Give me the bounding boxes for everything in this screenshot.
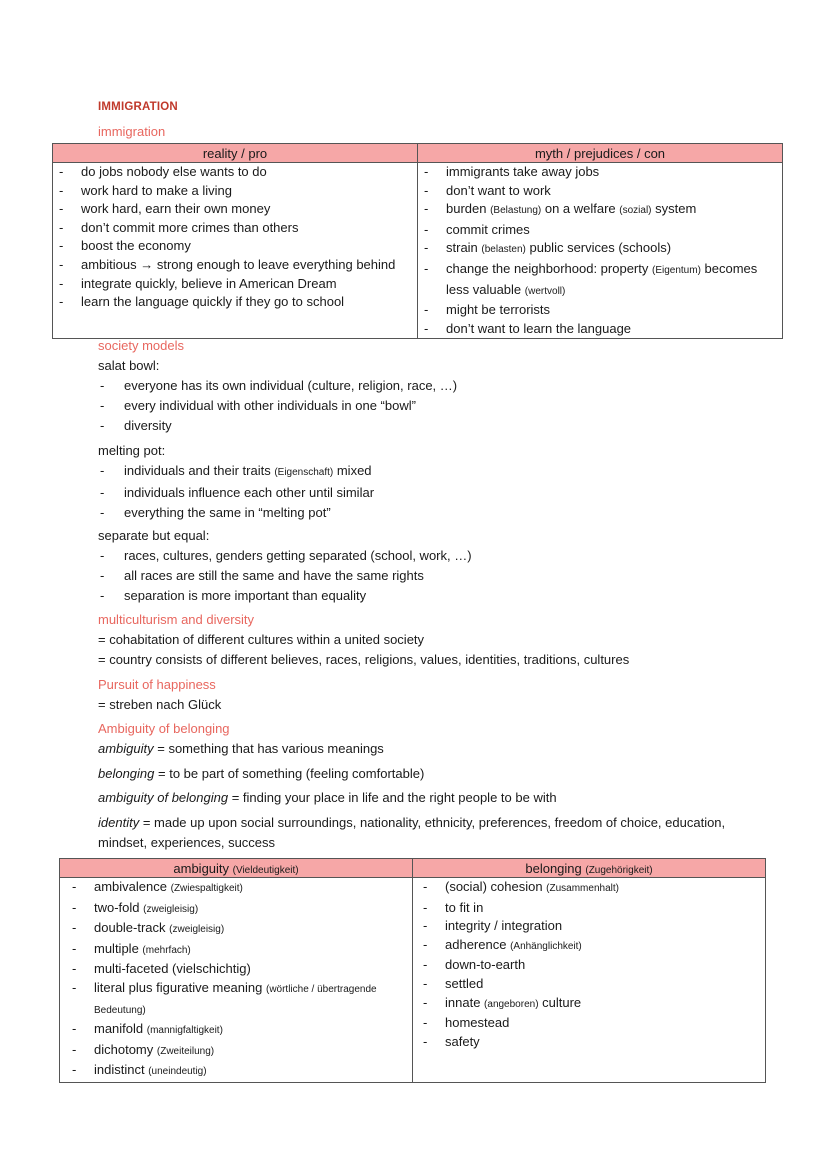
con-item — [418, 163, 782, 182]
belonging-item — [417, 975, 765, 994]
ambiguity-item — [66, 899, 412, 920]
item-text: adherence — [445, 936, 511, 952]
item-text: manifold — [94, 1021, 147, 1037]
item-text: homestead — [445, 1015, 510, 1031]
belonging-item — [417, 878, 765, 899]
item-text: might be terrorists — [446, 302, 551, 318]
pro-item: - work hard, earn their own money — [53, 200, 417, 219]
salad-bowl-block — [98, 356, 738, 436]
item-text: system — [651, 201, 697, 217]
salad-heading: salat bowl: — [98, 358, 160, 373]
ambiguity-item — [66, 940, 412, 961]
item-translation: (wertvoll) — [524, 285, 566, 297]
item-translation: (belasten) — [481, 244, 526, 256]
belonging-item — [417, 899, 765, 918]
con-item — [418, 221, 782, 240]
item-text: double-track — [94, 920, 170, 936]
item-text: strain — [446, 240, 482, 256]
belonging-item — [417, 956, 765, 975]
item-translation: (angeboren) — [484, 998, 539, 1010]
item-translation: (zweigleisig) — [143, 903, 199, 915]
melting-heading: melting pot: — [98, 443, 166, 458]
con-item — [418, 301, 782, 320]
item-text: literal plus figurative meaning — [94, 979, 266, 995]
ambiguity-column — [60, 878, 413, 1083]
belonging-column — [413, 878, 766, 1083]
item-text: settled — [445, 975, 484, 991]
belonging-item — [417, 936, 765, 957]
item-text: don’t want to work — [446, 182, 551, 198]
item-text: immigrants take away jobs — [446, 164, 600, 179]
item-translation: (sozial) — [619, 205, 652, 217]
item-translation: (Eigentum) — [652, 264, 701, 276]
list-item: - all races are still the same and have the same rights — [98, 566, 738, 586]
item-text: commit crimes — [446, 221, 530, 237]
multi-line: = cohabitation of different cultures within a united society — [98, 632, 425, 647]
pro-item: - integrate quickly, believe in American Dream — [53, 275, 417, 294]
con-item — [418, 182, 782, 201]
ambiguity-item — [66, 1061, 412, 1082]
ambiguity-belonging-table — [59, 858, 766, 1083]
con-item — [418, 320, 782, 339]
item-text: multi-faceted (vielschichtig) — [94, 961, 251, 977]
section-ambiguity: Ambiguity of belonging — [98, 721, 230, 736]
section-immigration: immigration — [98, 124, 166, 139]
item-translation: (uneindeutig) — [148, 1066, 207, 1078]
ambiguity-item — [66, 979, 412, 1020]
con-item — [418, 260, 782, 301]
definition: ambiguity = something that has various meanings — [98, 741, 384, 756]
item-text: becomes less valuable — [446, 260, 758, 297]
con-column — [418, 163, 783, 339]
con-item — [418, 200, 782, 221]
section-society-models: society models — [98, 338, 184, 353]
header-ambiguity: ambiguity (Vieldeutigkeit) — [60, 859, 413, 878]
item-translation: (Zusammenhalt) — [546, 883, 619, 894]
pursuit-block — [98, 675, 221, 715]
list-item: - everything the same in “melting pot” — [98, 503, 738, 523]
melting-pot-block — [98, 441, 738, 523]
header-reality-pro: reality / pro — [53, 144, 418, 163]
item-text: ambivalence — [94, 879, 171, 894]
list-item: - everyone has its own individual (culture, religion, race, …) — [98, 376, 738, 396]
item-text: change the neighborhood: property — [446, 260, 652, 276]
separate-heading: separate but equal: — [98, 528, 210, 543]
pro-item: - do jobs nobody else wants to do — [53, 163, 417, 182]
multi-line: = country consists of different believes, races, religions, values, identities, traditions, cultures — [98, 652, 630, 667]
header-myth-con: myth / prejudices / con — [418, 144, 783, 163]
ambiguity-item — [66, 960, 412, 979]
belonging-item — [417, 994, 765, 1015]
header-belonging: belonging (Zugehörigkeit) — [413, 859, 766, 878]
pro-item: - learn the language quickly if they go to school — [53, 293, 417, 312]
item-translation: (Zwiespaltigkeit) — [170, 883, 243, 894]
con-item — [418, 239, 782, 260]
list-item: - individuals and their traits (Eigenschaft) mixed — [98, 461, 738, 483]
definition: ambiguity of belonging = finding your place in life and the right people to be with — [98, 790, 557, 805]
ambiguity-item — [66, 878, 412, 899]
belonging-item — [417, 1014, 765, 1033]
immigration-table — [52, 143, 783, 339]
item-text: on a welfare — [541, 201, 620, 217]
item-text: indistinct — [94, 1062, 149, 1078]
section-multiculturism: multiculturism and diversity — [98, 612, 255, 627]
ambiguity-item — [66, 919, 412, 940]
item-text: culture — [538, 994, 582, 1010]
item-text: burden — [446, 201, 491, 217]
item-text: (social) cohesion — [445, 879, 547, 894]
item-text: public services (schools) — [525, 240, 672, 256]
item-translation: (Zweiteilung) — [156, 1045, 215, 1057]
item-text: dichotomy — [94, 1041, 157, 1057]
item-text: integrity / integration — [445, 918, 563, 934]
item-translation: (Belastung) — [490, 205, 542, 217]
belonging-item — [417, 917, 765, 936]
item-translation: (Anhänglichkeit) — [510, 940, 582, 952]
item-text: multiple — [94, 940, 143, 956]
belonging-item — [417, 1033, 765, 1052]
item-text: safety — [445, 1033, 480, 1049]
ambiguity-item — [66, 1020, 412, 1041]
item-translation: (mannigfaltigkeit) — [146, 1025, 223, 1037]
separate-equal-block — [98, 526, 738, 606]
item-translation: (zweigleisig) — [169, 924, 225, 936]
item-translation: (wörtliche / übertragende Bedeutung) — [94, 983, 377, 1016]
item-text: innate — [445, 994, 485, 1010]
item-text: down-to-earth — [445, 957, 526, 973]
multiculturism-block — [98, 610, 629, 670]
list-item: - separation is more important than equality — [98, 586, 738, 606]
list-item: - every individual with other individuals in one “bowl” — [98, 396, 738, 416]
list-item: - individuals influence each other until similar — [98, 483, 738, 503]
pro-item: - work hard to make a living — [53, 182, 417, 201]
ambiguity-item — [66, 1041, 412, 1062]
definition: belonging = to be part of something (feeling comfortable) — [98, 765, 425, 781]
definition: identity = made up upon social surroundings, nationality, ethnicity, preferences, freedom of choice, education, mindset, experiences, success — [98, 814, 726, 850]
list-item: - races, cultures, genders getting separated (school, work, …) — [98, 546, 738, 566]
item-text: don’t want to learn the language — [446, 320, 632, 336]
pro-column — [53, 163, 418, 339]
section-pursuit: Pursuit of happiness — [98, 677, 216, 692]
page-title: IMMIGRATION — [98, 101, 178, 113]
pursuit-line: = streben nach Glück — [98, 697, 222, 712]
list-item: - diversity — [98, 416, 738, 436]
pro-item: - ambitious → strong enough to leave everything behind — [53, 256, 417, 275]
item-translation: (mehrfach) — [142, 944, 191, 956]
item-text: two-fold — [94, 899, 144, 915]
pro-item: - boost the economy — [53, 237, 417, 256]
ambiguity-block — [98, 719, 748, 853]
item-text: to fit in — [445, 899, 484, 915]
pro-item: - don’t commit more crimes than others — [53, 219, 417, 238]
